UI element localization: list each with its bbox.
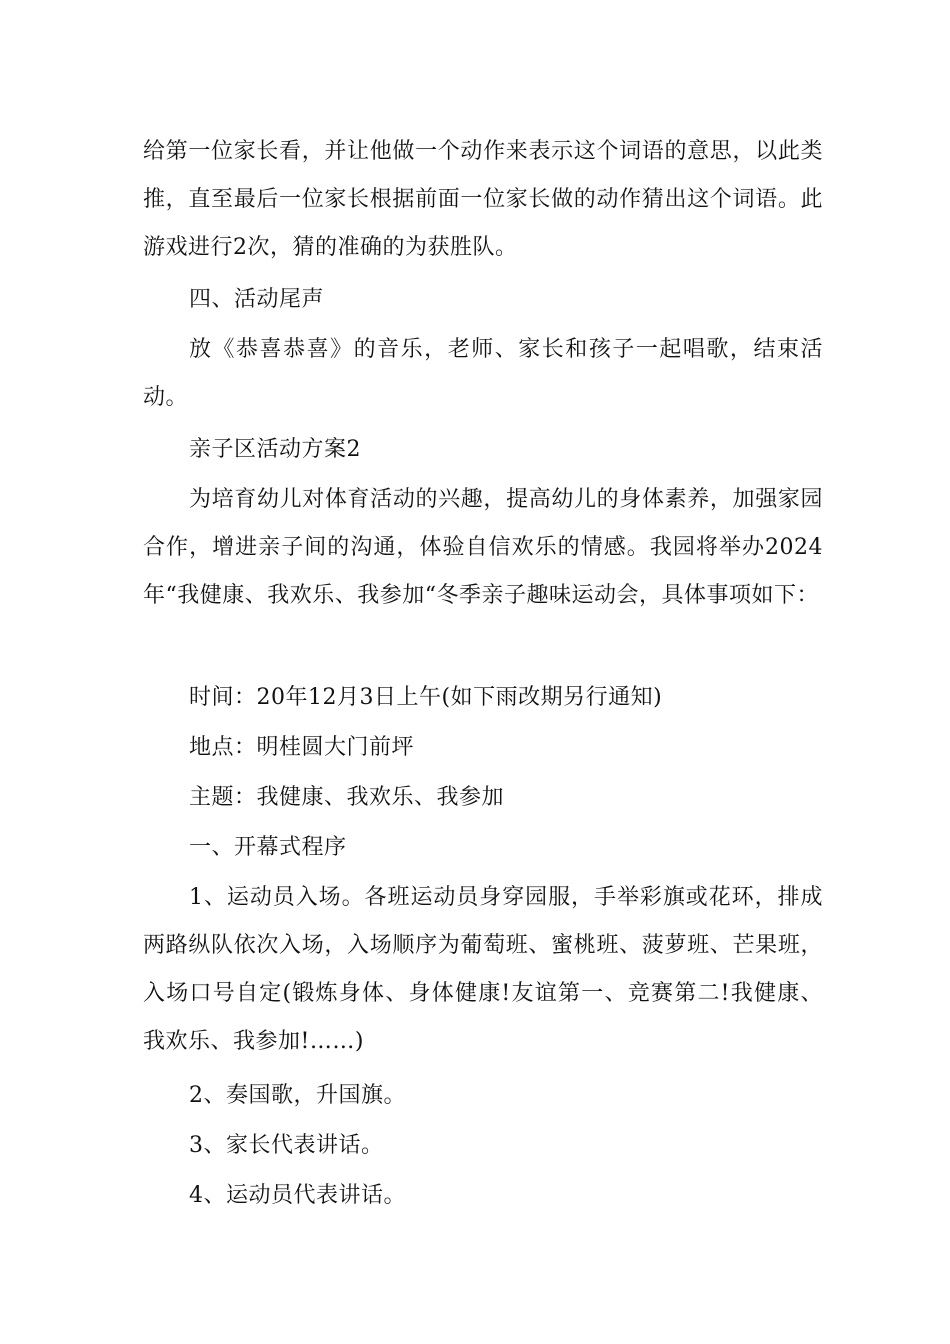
section-title-plan-2: 亲子区活动方案2 xyxy=(189,437,361,462)
paragraph-athlete-speech: 4、运动员代表讲话。 xyxy=(189,1183,406,1208)
paragraph-activity-ending: 放《恭喜恭喜》的音乐，老师、家长和孩子一起唱歌，结束活动。 xyxy=(143,337,823,410)
paragraph-time: 时间：20年12月3日上午(如下雨改期另行通知) xyxy=(189,685,663,710)
paragraph-game-rules-continued: 给第一位家长看，并让他做一个动作来表示这个词语的意思，以此类推，直至最后一位家长根据前面一位家长做的动作猜出这个词语。此游戏进行2次，猜的准确的为获胜队。 xyxy=(143,139,823,260)
paragraph-national-anthem: 2、奏国歌，升国旗。 xyxy=(189,1083,406,1108)
heading-activity-ending: 四、活动尾声 xyxy=(189,287,325,312)
paragraph-parent-speech: 3、家长代表讲话。 xyxy=(189,1133,384,1158)
paragraph-location: 地点：明桂圆大门前坪 xyxy=(189,735,415,760)
heading-opening-ceremony: 一、开幕式程序 xyxy=(189,835,347,860)
paragraph-plan-intro: 为培育幼儿对体育活动的兴趣，提高幼儿的身体素养，加强家园合作，增进亲子间的沟通，体验自信欢乐的情感。我园将举办2024年“我健康、我欢乐、我参加“冬季亲子趣味运动会，具体事项如下： xyxy=(143,487,823,608)
paragraph-theme: 主题：我健康、我欢乐、我参加 xyxy=(189,785,505,810)
paragraph-athletes-entry: 1、运动员入场。各班运动员身穿园服，手举彩旗或花环，排成两路纵队依次入场，入场顺序为葡萄班、蜜桃班、菠萝班、芒果班，入场口号自定(锻炼身体、身体健康!友谊第一、竞赛第二!我健康、我欢乐、我参加!……) xyxy=(143,885,823,1054)
